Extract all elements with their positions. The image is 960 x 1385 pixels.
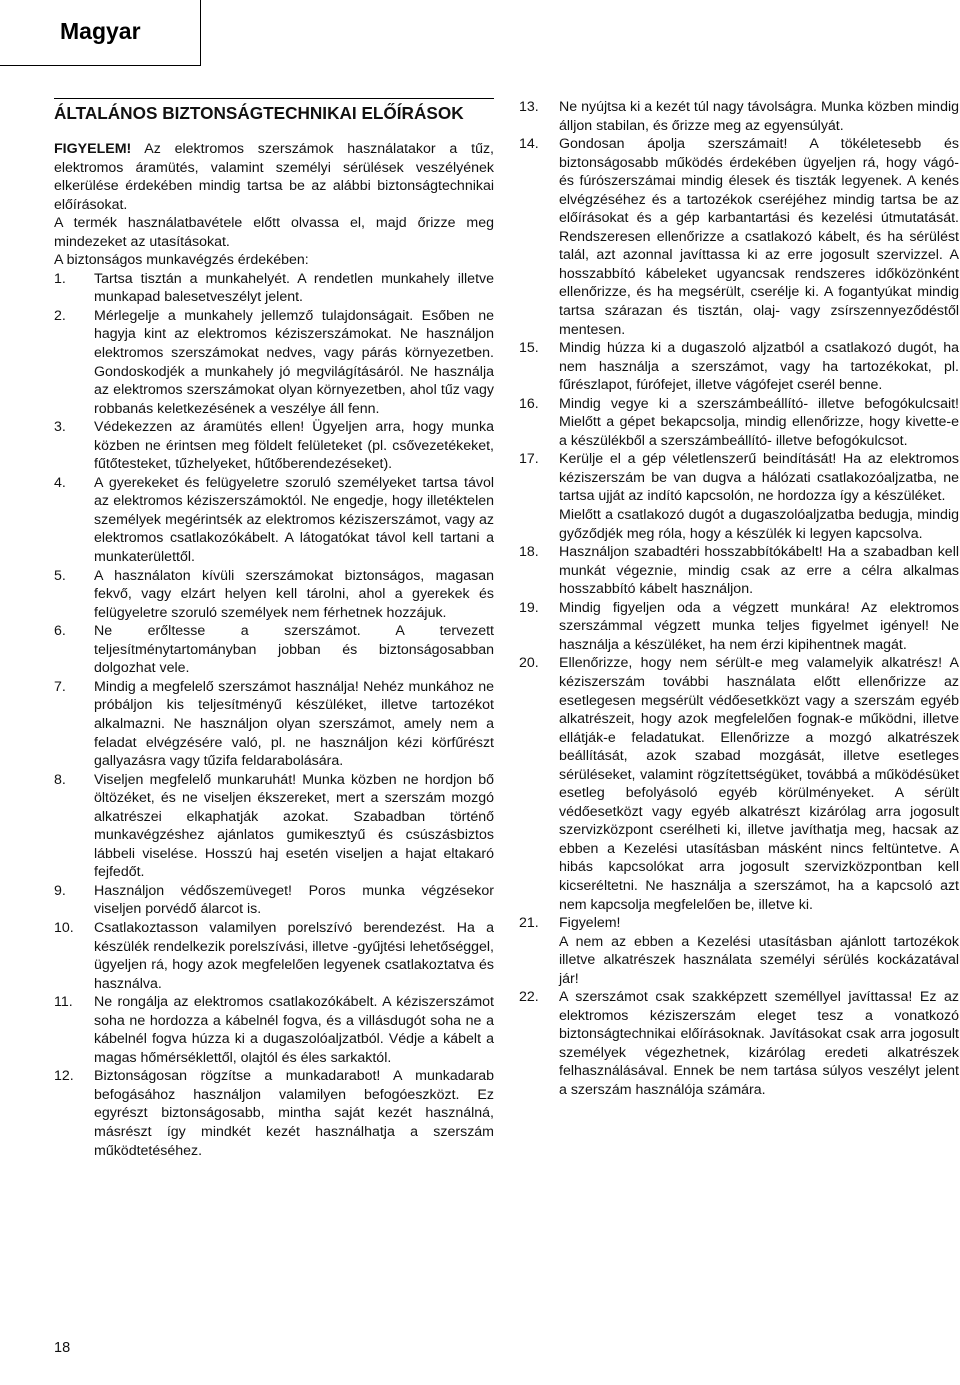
list-item-text: Mindig húzza ki a dugaszoló aljzatból a csatlakozó dugót, ha nem használja a szerszámot, vagy ha tartozékokat, pl. fűrészlapot, fúrófejet, illetve vágófejet cserél benne. [559,340,959,394]
list-item [519,654,959,914]
list-item-number: 5. [54,567,66,584]
list-item-text: Tartsa tisztán a munkahelyét. A rendetlen munkahely illetve munkapad balesetveszélyt jelent. [94,270,494,306]
warning-label: FIGYELEM! [54,141,132,157]
list-item [519,339,959,395]
list-item-text-continued: Mielőtt a csatlakozó dugót a dugaszolóaljzatba bedugja, mindig győződjék meg róla, hogy a készülék ki legyen kapcsolva. [559,507,959,542]
list-item-number: 10. [54,919,74,936]
list-item-text: Gondosan ápolja szerszámait! A tökéletesebb és biztonságosabb működés érdekében ügyeljen rá, hogy vágó- és fúrószerszámai mindig élesek és tiszták legyenek. A kenés elvégzéséhez és a tartozékok cseréjéhez mindig tartsa be az előírásokat és a gép karbantartási és kezelési útmutatását. Rendszeresen ellenőrizze a csatlakozó kábelt, és ha sérülést talál, azt azonnal javíttassa ki az erre jogosult szervizzel. A hosszabbító kábeleket ugyancsak rendszeres időközönként ellenőrizze, és ha megsérült, cserélje ki. A fogantyúkat mindig tartsa szárazan és tisztán, olaj- vagy zsírszennyeződéstől mentesen. [559,136,959,338]
list-item-number: 16. [519,395,539,412]
right-safety-list [519,98,959,1100]
list-item-text: Biztonságosan rögzítse a munkadarabot! A munkadarab befogásához használjon valamilyen befogóeszközt. Ez egyrészt biztonságosabb, mintha saját kezét használná, másrészt így mindkét kezét használhatja a szerszám működtetéséhez. [94,1068,494,1159]
list-item-number: 3. [54,419,66,436]
list-item [54,270,494,307]
list-item [519,450,959,543]
list-item [519,914,959,988]
language-tab [0,0,201,66]
left-column [54,98,494,1160]
list-item-text: Figyelem! [559,915,621,932]
list-item-text: Kerülje el a gép véletlenszerű beindítását! Ha az elektromos kéziszerszám be van dugva a hálózati csatlakozóaljzatba, ne tartsa ujját az indító kapcsolón, ne hordozza így a készüléket. [559,451,959,505]
list-item-number: 9. [54,882,66,899]
list-item [54,474,494,567]
list-item-number: 18. [519,544,539,561]
list-item-number: 20. [519,655,539,672]
list-item-text: Mindig vegye ki a szerszámbeállító- illetve befogókulcsait! Mielőtt a gépet bekapcsolja, mindig ellenőrizze, hogy kivette-e a készülékből a szerszámbeállító- illetve befogókulcsot. [559,395,959,449]
list-item-text: Védekezzen az áramütés ellen! Ügyeljen arra, hogy munka közben ne érintsen meg földelt felületeket (pl. csővezetékeket, fűtőtesteket, tűzhelyeket, hűtőberendezéseket). [94,419,494,473]
list-item [519,599,959,655]
list-item [54,678,494,771]
warning-text: Az elektromos szerszámok használatakor a tűz, elektromos áramütés, valamint személyi sérülések veszélyének elkerülése érdekében mindig tartsa be az alábbi biztonságtechnikai előírásokat. [54,141,494,213]
list-item [54,882,494,919]
list-item-text: Mindig figyeljen oda a végzett munkára! Az elektromos szerszámmal végzett munka teljes figyelmet igényel! Ne használja a készüléket, ha nem érzi kipihentnek magát. [559,599,959,653]
list-item-text-continued: A nem az ebben a Kezelési utasításban ajánlott tartozékok illetve alkatrészek használata személyi sérülés kockázatával jár! [559,933,959,987]
list-item-number: 11. [54,994,73,1011]
list-item-number: 2. [54,307,66,324]
list-item [54,993,494,1067]
list-item-number: 14. [519,136,539,153]
list-item-number: 4. [54,474,66,491]
list-item-text: Használjon védőszemüveget! Poros munka végzésekor viseljen porvédő álarcot is. [94,882,494,918]
list-item-text: Mérlegelje a munkahely jellemző tulajdonságait. Esőben ne hagyja kint az elektromos kéziszerszámokat. Ne használjon elektromos szerszámokat nedves, vagy párás környezetben. Gondoskodjék a munkahely jó megvilágításáról. Ne használja az elektromos szerszámokat olyan környezetben, ahol tűz vagy robbanás keletkezésének a veszélye áll fenn. [94,307,494,417]
left-safety-list [54,270,494,1160]
list-item-text: Ne erőltesse a szerszámot. A tervezett teljesítménytartományban jobban és biztonságosabban dolgozhat vele. [94,623,494,677]
list-item-number: 6. [54,623,66,640]
list-item [54,919,494,993]
list-item-number: 7. [54,678,66,695]
list-item [54,418,494,474]
list-item-number: 12. [54,1068,74,1085]
right-column [519,98,959,1100]
list-item [519,98,959,135]
list-item-text: Ne nyújtsa ki a kezét túl nagy távolságra. Munka közben mindig álljon stabilan, és őrizze meg az egyensúlyát. [559,99,959,134]
list-item-text: Mindig a megfelelő szerszámot használja! Nehéz munkához ne próbáljon kis teljesítményű készüléket, illetve tartozékot alkalmazni. Ne használjon olyan szerszámot, amely nem a feladat elvégzésére való, pl. ne használjon kézi körfűrészt gallyazásra vagy tűzifa feldarabolására. [94,678,494,770]
list-item-text: A használaton kívüli szerszámokat biztonságos, magasan fekvő, vagy elzárt helyen kell tárolni, ahol a gyerekek és felügyeletre szoruló személyek nem férhetnek hozzájuk. [94,567,494,621]
heading-rule [54,98,494,99]
list-item-number: 8. [54,771,66,788]
list-item [54,567,494,623]
list-item [519,395,959,451]
list-item-text: A szerszámot csak szakképzett személlyel javíttassa! Ez az elektromos kéziszerszám eleget tesz a vonatkozó biztonságtechnikai előírásoknak. Javításokat csak arra jogosult személyek végezhetnek, kizárólag eredeti alkatrészek felhasználásával. Ennek be nem tartása súlyos veszélyt jelent a szerszám használója számára. [559,989,959,1098]
list-item [54,771,494,882]
list-item [519,988,959,1099]
list-item-number: 21. [519,915,539,932]
list-item [54,307,494,418]
list-item [519,135,959,339]
list-item-number: 17. [519,451,539,468]
list-item-text: Ellenőrizze, hogy nem sérült-e meg valamelyik alkatrész! A kéziszerszám további használata előtt ellenőrizze az esetlegesen megsérült védőesetkközt vagy a szerszám egyéb alkatrészeit, hogy azok megfelelően fognak-e működni, illetve ellátják-e feladatukat. Ellenőrizze a mozgó alkatrészek beállítását, azok szabad mozgását, illetve esetleges sérüléseket, valamint rögzítettségüket, továbbá a működésüket esetleg befolyásoló egyéb körülményeket. A sérült védőesetközt vagy egyéb alkatrészt kizárólag arra jogosult szervizközpont cserélheti ki, illetve javíthatja meg, hacsak az ebben a Kezelési utasításban másként nincs feltüntetve. A hibás kapcsolókat arra jogosult szervizközpontban kell kicseréltetni. Ne használja a szerszámot, ha a kapcsoló azt nem kapcsolja megfelelően be, illetve ki. [559,655,959,913]
list-item-number: 22. [519,989,539,1006]
list-item-text: Viseljen megfelelő munkaruhát! Munka közben ne hordjon bő öltözéket, és ne viseljen ékszereket, mert a szerszám mozgó alkatrészei elkaphatják azokat. Szabadban történő munkavégzéshez ajánlatos gumikesztyű és csúszásbiztos lábbeli viselése. Hosszú haj esetén viseljen a hajat eltakaró fejfedőt. [94,771,494,881]
intro-paragraph: A termék használatbavétele előtt olvassa el, majd őrizze meg mindezeket az utasításokat. [54,215,494,250]
list-item [519,543,959,599]
list-item [54,622,494,678]
list-item-number: 1. [54,270,66,287]
list-item-text: Használjon szabadtéri hosszabbítókábelt! Ha a szabadban kell munkát végeznie, mindig csak az erre a célra alkalmas hosszabbító kábelt használjon. [559,544,959,598]
work-safety-heading: A biztonságos munkavégzés érdekében: [54,252,309,269]
list-item [54,1067,494,1160]
list-item-number: 15. [519,340,539,357]
list-item-text: A gyerekeket és felügyeletre szoruló személyeket tartsa távol az elektromos kéziszerszámoktól. Ne engedje, hogy illetéktelen személyek megérintsék az elektromos kéziszerszámot, vagy az elektromos csatlakozókábelt. A látogatókat távol kell tartani a munkaterülettől. [94,474,494,566]
list-item-text: Ne rongálja az elektromos csatlakozókábelt. A kéziszerszámot soha ne hordozza a kábelnél fogva, és a villásdugót soha ne a kábelnél fogva húzza ki a dugaszolóaljzatból. Védje a kábelt a magas hőmérséklettől, olajtól és éles sarkaktól. [94,994,494,1066]
warning-paragraph [54,140,494,214]
language-label: Magyar [60,18,141,44]
list-item-number: 19. [519,599,539,616]
page-number: 18 [54,1340,71,1356]
list-item-number: 13. [519,99,539,115]
section-title: ÁLTALÁNOS BIZTONSÁGTECHNIKAI ELŐÍRÁSOK [54,103,464,123]
list-item-text: Csatlakoztasson valamilyen porelszívó berendezést. Ha a készülék rendelkezik porelszívási, illetve -gyűjtési lehetőséggel, ügyeljen rá, hogy azok megfelelően legyenek csatlakoztatva és használva. [94,919,494,992]
